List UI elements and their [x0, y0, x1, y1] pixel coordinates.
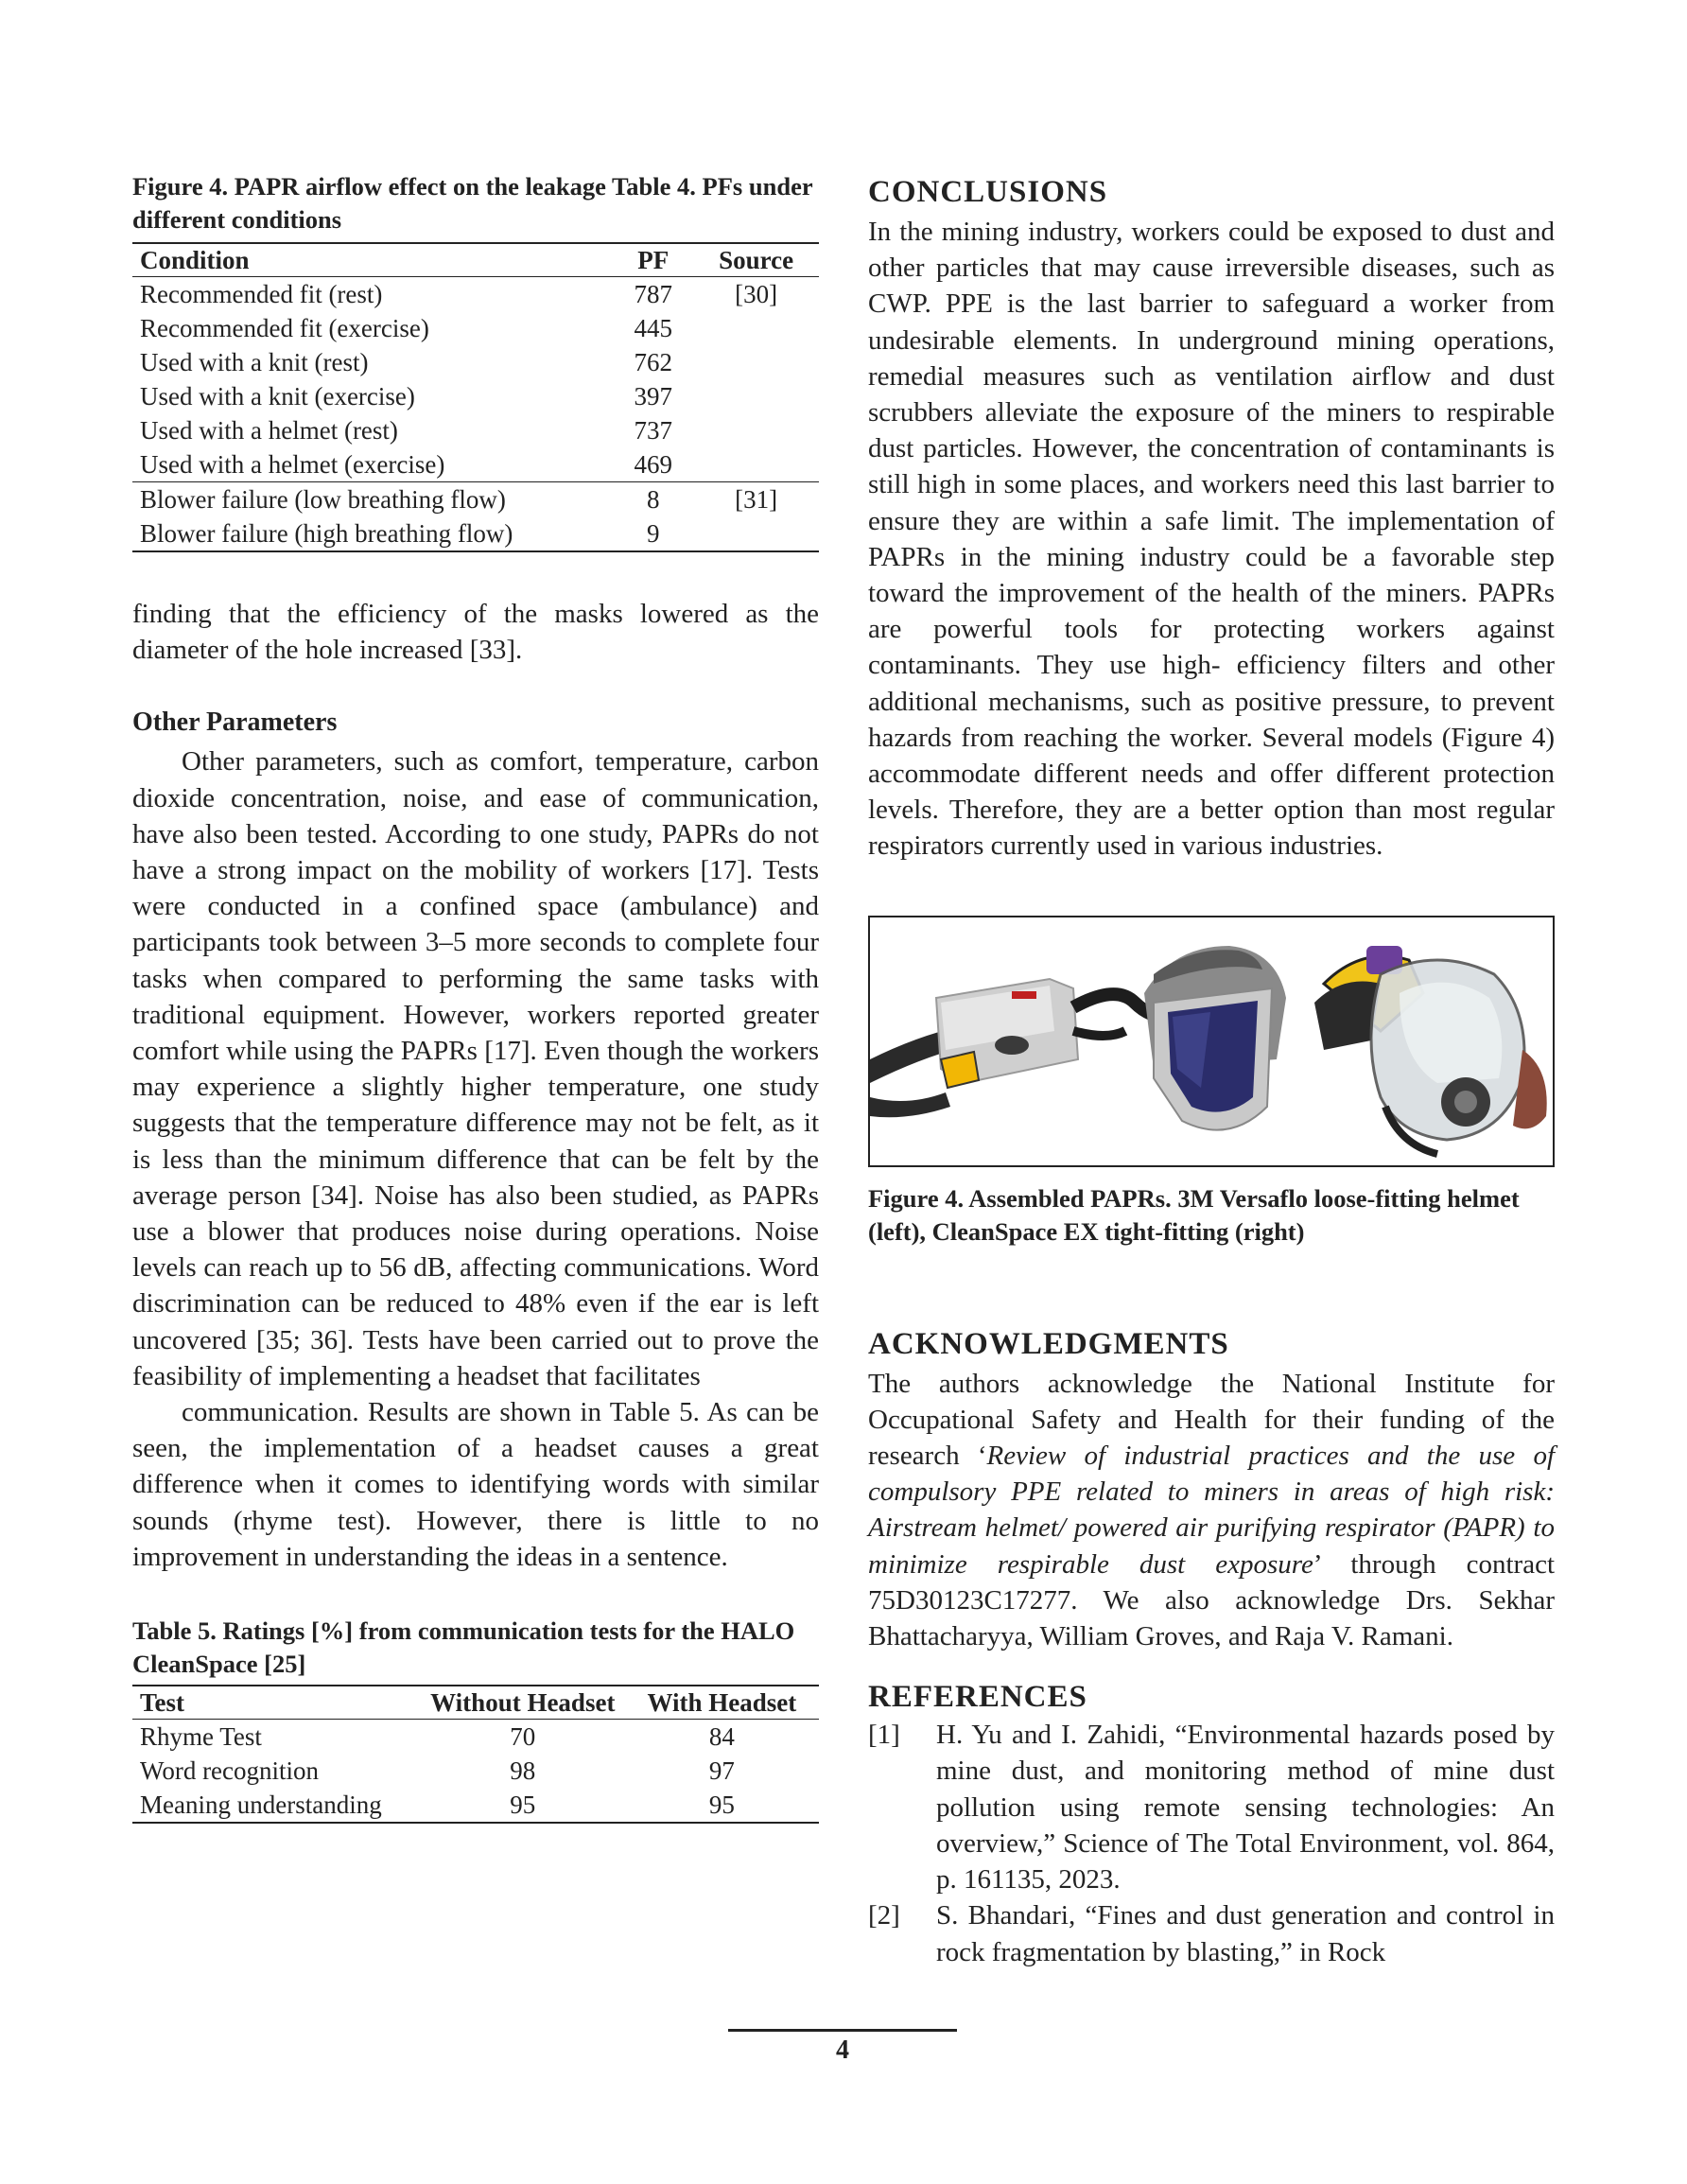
ack-project-title: Review of industrial practices and the use of compulsory PPE related to miners in areas of high risk: Airstream helmet/ powered air purifying respirator (PAPR) to minimize respirable dust exposure	[868, 1441, 1556, 1580]
paragraph: Other parameters, such as comfort, temperature, carbon dioxide concentration, noise, and ease of communication, have also been tested. According to one study, PAPRs do not have a strong impact on the mobility of workers [17]. Tests were conducted in a confined space (ambulance) and participants took between 3–5 more seconds to complete four tasks when compared to performing the same tasks with traditional equipment. However, workers reported greater comfort while using the PAPRs [17]. Even though the workers may experience a slightly higher temperature, one study suggests that the temperature difference may not be felt, as it is less than the minimum difference that can be felt by the average person [34]. Noise has also been studied, as PAPRs use a blower that produces noise during operations. Noise levels can reach up to 56 dB, affecting communications. Word discrimination can be reduced to 48% even if the ear is left uncovered [35; 36]. Tests have been carried out to prove the feasibility of implementing a headset that facilitates	[132, 746, 819, 1391]
reference-number: [1]	[868, 1720, 900, 1751]
table-row	[132, 482, 819, 517]
table-cell: Blower failure (low breathing flow)	[140, 485, 506, 514]
table-cell: Recommended fit (exercise)	[140, 314, 429, 342]
table-cell: [30]	[735, 280, 778, 308]
table-cell: 787	[634, 280, 672, 308]
table-cell: 397	[634, 382, 672, 411]
table-row	[132, 345, 819, 379]
acknowledgments-paragraph	[868, 1366, 1555, 1655]
table-cell: 98	[510, 1756, 536, 1786]
table-row	[132, 1754, 819, 1788]
reference-number: [2]	[868, 1900, 900, 1931]
table-cell: 95	[708, 1791, 735, 1820]
table5-header-with: With Headset	[647, 1688, 797, 1718]
figure-4-photo	[868, 916, 1555, 1167]
table-cell: Blower failure (high breathing flow)	[140, 519, 513, 548]
table-cell: 445	[634, 314, 672, 342]
table-cell: Word recognition	[140, 1756, 320, 1786]
table-row	[132, 447, 819, 482]
right-column	[868, 172, 1555, 1970]
table-cell: Used with a helmet (exercise)	[140, 450, 445, 479]
table-cell: 469	[634, 450, 672, 479]
table5-header-test: Test	[140, 1688, 185, 1718]
table4-header-row	[132, 243, 819, 277]
reference-item	[868, 1897, 1555, 1969]
table-cell: Recommended fit (rest)	[140, 280, 383, 308]
table-cell	[695, 516, 819, 551]
table-row	[132, 379, 819, 413]
left-column	[132, 170, 819, 1824]
table-cell: 95	[510, 1791, 536, 1820]
reference-text: S. Bhandari, “Fines and dust generation and control in rock fragmentation by blasting,” in Rock	[936, 1900, 1555, 1967]
page-number: 4	[836, 2035, 849, 2065]
table-cell: 762	[634, 348, 672, 376]
table-cell	[695, 379, 819, 413]
table-row	[132, 1720, 819, 1755]
table-cell	[695, 413, 819, 447]
table4-header-source: Source	[719, 246, 794, 274]
table-cell	[695, 311, 819, 345]
figure-4-caption: Figure 4. Assembled PAPRs. 3M Versaflo loose-fitting helmet (left), CleanSpace EX tight-fitting (right)	[868, 1183, 1520, 1246]
table-row	[132, 1788, 819, 1823]
section-heading-conclusions: CONCLUSIONS	[868, 175, 1108, 209]
table-cell	[695, 345, 819, 379]
table5-header-row	[132, 1686, 819, 1720]
reference-text: H. Yu and I. Zahidi, “Environmental hazards posed by mine dust, and monitoring method of mine dust pollution using remote sensing technologies: An overview,” Science of The Total Environment, vol. 864, p. 161135, 2023.	[936, 1720, 1555, 1896]
table4-header-condition: Condition	[140, 246, 250, 274]
table-cell: 8	[646, 485, 660, 514]
ack-text-pre: The authors acknowledge the National Institute for Occupational Safety and Health for their funding of the research ‘	[868, 1368, 1555, 1472]
table-cell: Used with a helmet (rest)	[140, 416, 398, 445]
section-heading-references: REFERENCES	[868, 1680, 1087, 1715]
table4	[132, 242, 819, 552]
papr-illustration	[870, 917, 1553, 1165]
ack-text-post: ’ through contract 75D30123C17277. We also acknowledge Drs. Sekhar Bhattacharyya, William Groves, and Raja V. Ramani.	[868, 1548, 1555, 1652]
table5-header-without: Without Headset	[430, 1688, 616, 1718]
table5-caption: Table 5. Ratings [%] from communication tests for the HALO CleanSpace [25]	[132, 1616, 795, 1679]
paragraph: communication. Results are shown in Table 5. As can be seen, the implementation of a headset causes a great difference when it comes to identifying words with similar sounds (rhyme test). However, there is little to no improvement in understanding the ideas in a sentence.	[132, 1397, 819, 1572]
table-cell: Rhyme Test	[140, 1722, 262, 1752]
table-cell: 737	[634, 416, 672, 445]
section-heading-other-parameters: Other Parameters	[132, 708, 338, 738]
paragraph: In the mining industry, workers could be exposed to dust and other particles that may cause irreversible diseases, such as CWP. PPE is the last barrier to safeguard a worker from undesirable elements. In underground mining operations, remedial measures such as ventilation airflow and dust scrubbers alleviate the exposure of the miners to respirable dust particles. However, the concentration of contaminants is still high in some places, and workers need this last barrier to ensure they are within a safe limit. The implementation of PAPRs in the mining industry could be a favorable step toward the improvement of the health of the miners. PAPRs are powerful tools for protecting workers against contaminants. They use high- efficiency filters and other additional mechanisms, such as positive pressure, to prevent hazards from reaching the worker. Several models (Figure 4) accommodate different needs and offer different protection levels. Therefore, they are a better option than most regular respirators currently used in various industries.	[868, 217, 1555, 862]
table-cell: Meaning understanding	[140, 1791, 382, 1820]
table-row	[132, 311, 819, 345]
paragraph: finding that the efficiency of the masks lowered as the diameter of the hole increased [33].	[132, 599, 819, 666]
table-cell: [31]	[735, 485, 778, 514]
table-cell: 70	[510, 1722, 536, 1752]
section-heading-acknowledgments: ACKNOWLEDGMENTS	[868, 1326, 1229, 1361]
table-cell: 84	[708, 1722, 735, 1752]
table-cell: Used with a knit (exercise)	[140, 382, 415, 411]
table-cell: Used with a knit (rest)	[140, 348, 369, 376]
table-cell: 9	[646, 519, 660, 548]
table-row	[132, 516, 819, 551]
table-cell	[695, 447, 819, 482]
reference-item	[868, 1717, 1555, 1897]
table-row	[132, 413, 819, 447]
table-row	[132, 277, 819, 312]
table5	[132, 1685, 819, 1824]
table-cell: 97	[708, 1756, 735, 1786]
footer-rule	[728, 2029, 957, 2032]
table4-caption: Figure 4. PAPR airflow effect on the leakage Table 4. PFs under different conditions	[132, 172, 813, 234]
table4-header-pf: PF	[637, 246, 670, 274]
references-list	[868, 1717, 1555, 1969]
